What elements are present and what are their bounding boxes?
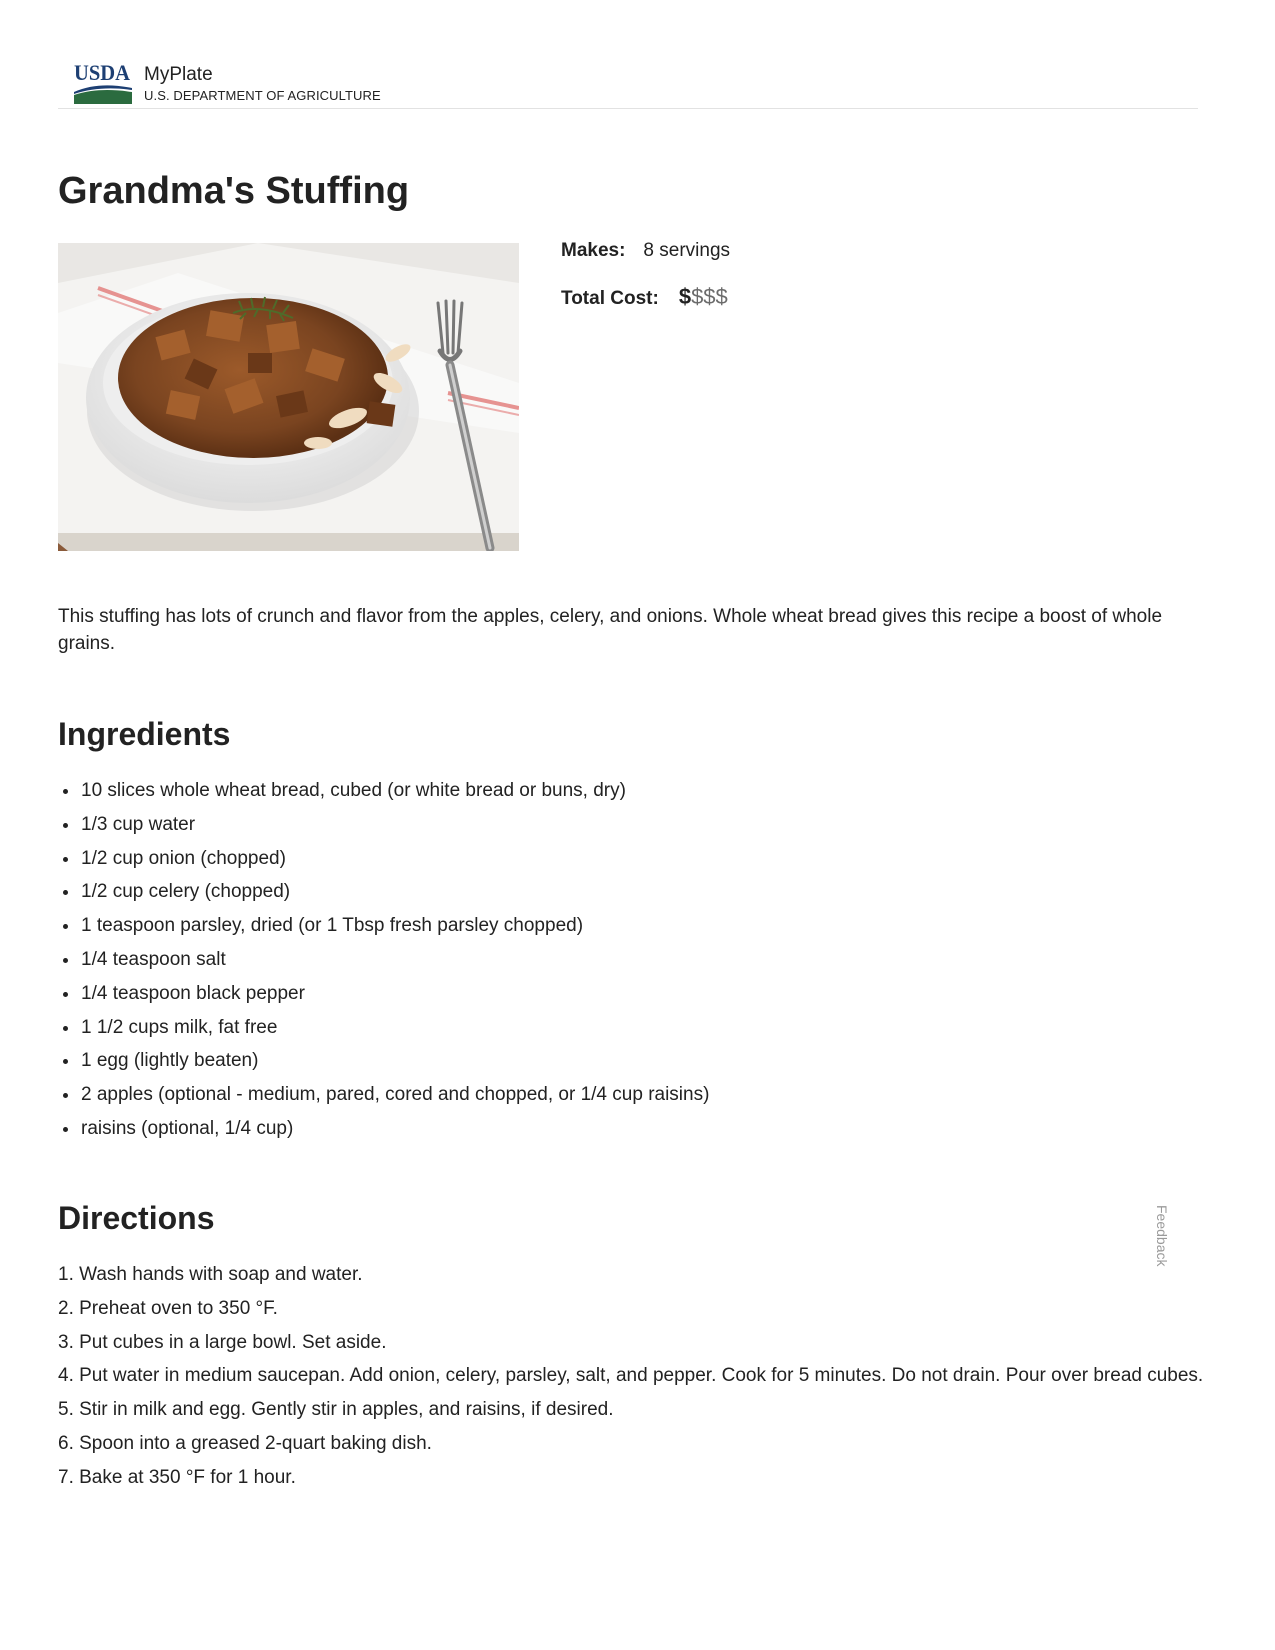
site-header bbox=[58, 56, 1198, 109]
feedback-tab[interactable]: Feedback bbox=[1154, 1205, 1170, 1267]
direction-step: 2. Preheat oven to 350 °F. bbox=[58, 1297, 278, 1319]
usda-logo-text: USDA bbox=[74, 62, 131, 85]
ingredients-list bbox=[58, 774, 1181, 1146]
usda-logo[interactable] bbox=[74, 62, 132, 104]
ingredient-item: 1 egg (lightly beaten) bbox=[81, 1044, 1181, 1078]
total-cost-label: Total Cost: bbox=[561, 288, 659, 309]
ingredient-item: 1/4 teaspoon black pepper bbox=[81, 977, 1181, 1011]
direction-step: 7. Bake at 350 °F for 1 hour. bbox=[58, 1466, 296, 1488]
direction-step: 3. Put cubes in a large bowl. Set aside. bbox=[58, 1331, 387, 1353]
ingredient-item: 1/2 cup onion (chopped) bbox=[81, 842, 1181, 876]
cost-inactive: $$$ bbox=[691, 284, 728, 309]
ingredient-item: 10 slices whole wheat bread, cubed (or white bread or buns, dry) bbox=[81, 774, 1181, 808]
brand-department: U.S. DEPARTMENT OF AGRICULTURE bbox=[144, 88, 381, 103]
ingredient-item: raisins (optional, 1/4 cup) bbox=[81, 1112, 1181, 1146]
directions-list bbox=[58, 1258, 1218, 1495]
recipe-photo bbox=[58, 243, 519, 551]
ingredient-item: 1/4 teaspoon salt bbox=[81, 943, 1181, 977]
cost-active: $ bbox=[678, 284, 692, 309]
ingredient-item: 1/2 cup celery (chopped) bbox=[81, 875, 1181, 909]
ingredients-title: Ingredients bbox=[58, 716, 231, 752]
makes-label: Makes: bbox=[561, 240, 626, 261]
ingredient-item: 1 teaspoon parsley, dried (or 1 Tbsp fresh parsley chopped) bbox=[81, 909, 1181, 943]
recipe-description: This stuffing has lots of crunch and flavor from the apples, celery, and onions. Whole wheat bread gives this recipe a boost of whole grains. bbox=[58, 606, 1163, 654]
makes-value: 8 servings bbox=[643, 240, 731, 261]
ingredient-item: 2 apples (optional - medium, pared, cored and chopped, or 1/4 cup raisins) bbox=[81, 1078, 1181, 1112]
page-title: Grandma's Stuffing bbox=[58, 170, 410, 212]
makes-row bbox=[561, 240, 730, 262]
brand-name[interactable]: MyPlate bbox=[144, 64, 213, 85]
total-cost-rating bbox=[679, 284, 728, 309]
total-cost-row bbox=[561, 284, 728, 310]
direction-step: 4. Put water in medium saucepan. Add onion, celery, parsley, salt, and pepper. Cook for 5 minutes. Do not drain. Pour over bread cubes. bbox=[58, 1365, 1204, 1387]
direction-step: 6. Spoon into a greased 2-quart baking dish. bbox=[58, 1432, 432, 1454]
ingredient-item: 1/3 cup water bbox=[81, 808, 1181, 842]
directions-title: Directions bbox=[58, 1200, 215, 1236]
direction-step: 1. Wash hands with soap and water. bbox=[58, 1264, 363, 1285]
ingredient-item: 1 1/2 cups milk, fat free bbox=[81, 1011, 1181, 1045]
direction-step: 5. Stir in milk and egg. Gently stir in apples, and raisins, if desired. bbox=[58, 1399, 614, 1421]
